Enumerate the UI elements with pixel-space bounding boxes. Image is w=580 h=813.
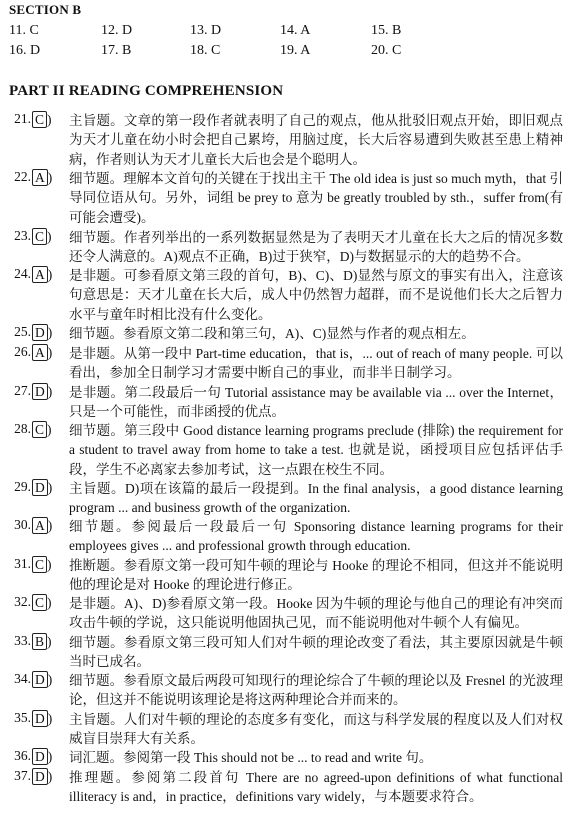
item-number: 32.: [14, 594, 31, 609]
item-number: 26.: [14, 344, 31, 359]
answer-box: C: [32, 421, 47, 438]
answer-19: 19. A: [280, 43, 311, 58]
explanation-text: 细节题。第三段中 Good distance learning programs preclude (排除) the requirement for a student to travel away from home to take a test. 也就是说，函授项目应包括评估手段，学生不必离家去参加考试，这一点跟在校生不同。: [69, 423, 563, 477]
answer-box: D: [32, 383, 48, 400]
item-number: 21.: [14, 111, 31, 126]
answer-box: C: [32, 556, 47, 573]
item-number: 33.: [14, 633, 31, 648]
explanation-text: 是非题。第二段最后一句 Tutorial assistance may be available via ... over the Internet，只是一个可能性，而非函授的优点。: [69, 385, 563, 420]
answer-choice: C ): [32, 228, 52, 245]
item-number: 28.: [14, 421, 31, 436]
answer-choice: A ): [32, 266, 52, 283]
item-number: 36.: [14, 748, 31, 763]
explanation-text: 是非题。可参看原文第三段的首句，B)、C)、D)显然与原文的事实有出入，注意该句意思是：天才儿童在长大后，成人中仍然智力超群，而不是说他们长大之后智力水平与童年时相比没有什么变化。: [69, 268, 563, 322]
answer-box: D: [32, 768, 48, 785]
answer-choice: B ): [32, 633, 52, 650]
answer-choice: A ): [32, 169, 52, 186]
answer-box: A: [32, 517, 48, 534]
item-number: 34.: [14, 671, 31, 686]
item-number: 24.: [14, 266, 31, 281]
answer-choice: A ): [32, 344, 52, 361]
item-number: 37.: [14, 768, 31, 783]
answer-choice: D ): [32, 710, 52, 727]
answer-12: 12. D: [101, 23, 133, 38]
answer-box: D: [32, 479, 48, 496]
answer-choice: D ): [32, 324, 52, 341]
answer-box: D: [32, 324, 48, 341]
explanation-text: 细节题。作者列举出的一系列数据显然是为了表明天才儿童在长大之后的情况多数还令人满意的。A)观点不正确，B)过于狭窄，D)与数据显示的大的趋势不合。: [69, 230, 563, 265]
item-number: 35.: [14, 710, 31, 725]
answer-box: A: [32, 266, 48, 283]
answer-choice: D ): [32, 479, 52, 496]
answer-18: 18. C: [190, 43, 221, 58]
explanation-text: 细节题。理解本文首句的关键在于找出主干 The old idea is just so much myth，that 引导同位语从句。另外，词组 be prey to 意为 be greatly troubled by sth.，suffer from(有可能会遭受)。: [69, 171, 563, 225]
explanation-text: 词汇题。参阅第一段 This should not be ... to read and write 句。: [69, 750, 433, 765]
explanation-text: 细节题。参看原文最后两段可知现行的理论综合了牛顿的理论以及 Fresnel 的光波理论，但这并不能说明该理论是将这两种理论合并而来的。: [69, 673, 563, 708]
answer-16: 16. D: [9, 43, 41, 58]
answer-choice: C ): [32, 111, 52, 128]
answer-box: D: [32, 748, 48, 765]
explanation-text: 主旨题。人们对牛顿的理论的态度多有变化，而这与科学发展的程度以及人们对权威盲目崇拜大有关系。: [69, 712, 563, 747]
explanation-text: 主旨题。文章的第一段作者就表明了自己的观点，他从批驳旧观点开始，即旧观点为天才儿童在幼小时会把自己累垮，用脑过度，长大后容易遭到失败甚至患上精神病，作者则认为天才儿童长大后也会是个聪明人。: [69, 113, 563, 167]
item-number: 30.: [14, 517, 31, 532]
item-number: 27.: [14, 383, 31, 398]
item-number: 23.: [14, 228, 31, 243]
item-number: 29.: [14, 479, 31, 494]
explanation-text: 推理题。参阅第二段首句 There are no agreed-upon definitions of what functional illiteracy is and，in practice，definitions vary widely，与本题要求符合。: [69, 770, 563, 805]
answer-17: 17. B: [101, 43, 132, 58]
answer-20: 20. C: [371, 43, 402, 58]
explanation-text: 细节题。参看原文第二段和第三句，A)、C)显然与作者的观点相左。: [69, 326, 475, 341]
answer-11: 11. C: [9, 23, 39, 38]
answer-box: C: [32, 594, 47, 611]
answer-choice: D ): [32, 671, 52, 688]
answer-choice: A ): [32, 517, 52, 534]
item-number: 31.: [14, 556, 31, 571]
answer-box: A: [32, 344, 48, 361]
answer-box: D: [32, 710, 48, 727]
explanation-text: 是非题。从第一段中 Part-time education，that is，... out of reach of many people. 可以看出，参加全日制学习才需要中断自己的事业，而非半日制学习。: [69, 346, 563, 381]
explanation-text: 是非题。A)、D)参看原文第一段。Hooke 因为牛顿的理论与他自己的理论有冲突而攻击牛顿的学说，这只能说明他固执己见，而不能说明他对牛顿个人有偏见。: [69, 596, 563, 631]
answer-choice: C ): [32, 421, 52, 438]
item-number: 25.: [14, 324, 31, 339]
answer-box: B: [32, 633, 47, 650]
answer-choice: C ): [32, 594, 52, 611]
explanation-text: 细节题。参看原文第三段可知人们对牛顿的理论改变了看法，其主要原因就是牛顿当时已成名。: [69, 635, 563, 670]
answer-15: 15. B: [371, 23, 402, 38]
answer-box: C: [32, 111, 47, 128]
answer-choice: D ): [32, 768, 52, 785]
part-ii-title: PART II READING COMPREHENSION: [9, 83, 284, 99]
answer-choice: C ): [32, 556, 52, 573]
explanation-text: 推断题。参看原文第一段可知牛顿的理论与 Hooke 的理论不相同，但这并不能说明他的理论是对 Hooke 的理论进行修正。: [69, 558, 563, 593]
section-b-title: SECTION B: [9, 2, 82, 17]
answer-box: D: [32, 671, 48, 688]
answer-box: C: [32, 228, 47, 245]
answer-13: 13. D: [190, 23, 222, 38]
item-number: 22.: [14, 169, 31, 184]
answer-box: A: [32, 169, 48, 186]
answer-14: 14. A: [280, 23, 311, 38]
explanation-text: 细节题。参阅最后一段最后一句 Sponsoring distance learning programs for their employees gives ... and professional growth through education.: [69, 519, 563, 554]
answer-choice: D ): [32, 748, 52, 765]
explanation-text: 主旨题。D)项在该篇的最后一段提到。In the final analysis，a good distance learning program ... and business growth of the organization.: [69, 481, 563, 516]
answer-choice: D ): [32, 383, 52, 400]
